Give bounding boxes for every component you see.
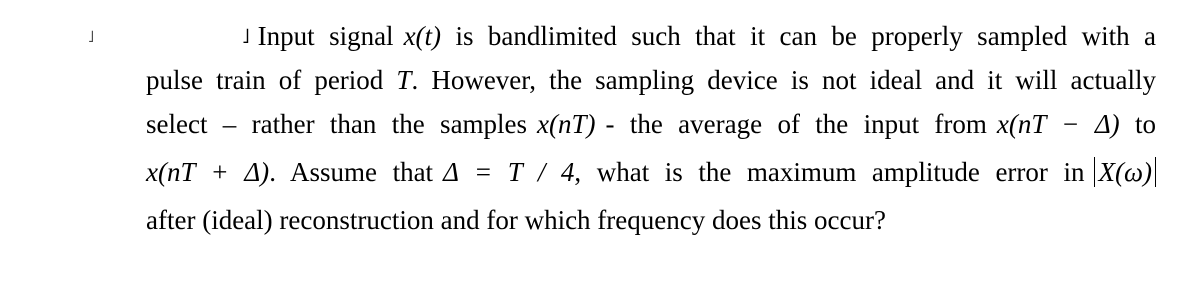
- problem-line-3: [146, 102, 1156, 146]
- text-segment: , what is the maximum amplitude error in: [574, 157, 1085, 187]
- math-x-of-nT-plus-delta: x(nT + Δ): [146, 157, 270, 187]
- problem-paragraph: [146, 14, 1156, 242]
- problem-line-4: [146, 146, 1156, 198]
- problem-line-1: [146, 14, 1156, 58]
- text-segment: to: [1135, 109, 1157, 139]
- text-segment: is bandlimited such that it can be properly sampled with a: [455, 21, 1156, 51]
- problem-line-5: [146, 198, 1156, 242]
- math-period-T: T: [396, 65, 412, 95]
- text-segment: after (ideal) reconstruction and for which frequency does this occur?: [146, 205, 886, 235]
- math-x-of-nT: x(nT): [537, 109, 596, 139]
- math-x-of-t: x(t): [403, 21, 442, 51]
- text-segment: pulse train of period: [146, 65, 384, 95]
- math-x-of-nT-minus-delta: x(nT − Δ): [996, 109, 1120, 139]
- corner-mark: ˩: [88, 29, 95, 46]
- problem-line-2: [146, 58, 1156, 102]
- math-abs-X-of-omega: [1094, 157, 1156, 187]
- text-segment: . Assume that: [269, 157, 434, 187]
- text-segment: - the average of the input from: [605, 109, 987, 139]
- text-segment: . However, the sampling device is not ideal and it will actually: [411, 65, 1156, 95]
- corner-mark-inline: ˩: [242, 26, 250, 48]
- math-X-of-omega: X(ω): [1098, 157, 1153, 187]
- text-segment: select – rather than the samples: [146, 109, 528, 139]
- text-segment: Input signal: [257, 21, 394, 51]
- math-delta-equals-T-over-4: Δ = T / 4: [443, 157, 575, 187]
